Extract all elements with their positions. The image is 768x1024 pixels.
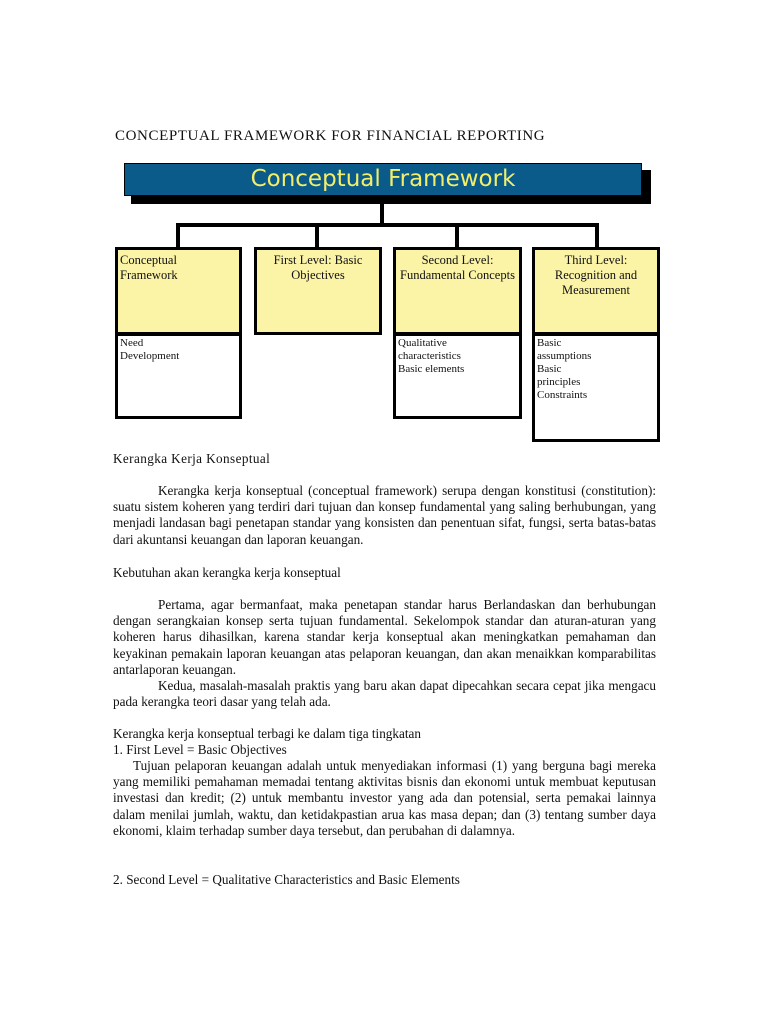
paragraph: Kerangka kerja konseptual (conceptual framework) serupa dengan konstitusi (constitution): suatu sistem koheren yang terdiri dari tujuan dan konsep fundamental yang saling berhubungan, yang menjadi landasan bagi penetapan standar yang konsisten dan penentuan sifat, fungsi, serta batas-batas dari akuntansi keuangan dan laporan keuangan. bbox=[113, 483, 656, 547]
box-detail-text: Need Development bbox=[120, 337, 180, 362]
box-conceptual-framework-detail bbox=[115, 333, 242, 419]
section-heading: Kerangka kerja konseptual terbagi ke dalam tiga tingkatan bbox=[113, 726, 421, 741]
paragraph: Tujuan pelaporan keuangan adalah untuk menyediakan informasi (1) yang berguna bagi mereka yang memiliki pemahaman memadai tentang aktivitas bisnis dan ekonomi untuk membuat keputusan investasi dan kredit; (2) untuk membantu investor yang ada dan potensial, serta pemakai lainnya dalam menilai jumlah, waktu, dan ketidakpastian arua kas masa depan; dan (3) tentang sumber daya ekonomi, klaim terhadap sumber daya tersebut, dan perubahan di dalamnya. bbox=[113, 758, 656, 838]
connector-drop-2 bbox=[315, 223, 319, 248]
connector-drop-1 bbox=[176, 223, 180, 248]
box-third-level bbox=[532, 247, 660, 335]
paragraph: Pertama, agar bermanfaat, maka penetapan standar harus Berlandaskan dan berhubungan dengan serangkaian konsep serta tujuan fundamental. Sekelompok standar dan aturan-aturan yang koheren harus dihasilkan, karena standar kerja konseptual akan meningkatkan pemahaman dan keyakinan pemakain laporan keuangan atas pelaporan keuangan, dan akan menaikkan komparabilitas antarlaporan keuangan. bbox=[113, 597, 656, 677]
box-title: Conceptual Framework bbox=[120, 253, 178, 282]
box-detail-text: Qualitative characteristics Basic elements bbox=[398, 337, 465, 375]
conceptual-framework-diagram bbox=[0, 0, 768, 450]
connector-horizontal bbox=[176, 223, 599, 227]
connector-drop-4 bbox=[595, 223, 599, 248]
box-second-level-detail bbox=[393, 333, 522, 419]
connector-drop-3 bbox=[455, 223, 459, 248]
box-title: Second Level: Fundamental Concepts bbox=[400, 253, 515, 282]
box-conceptual-framework bbox=[115, 247, 242, 335]
box-title: First Level: Basic Objectives bbox=[273, 253, 363, 282]
diagram-banner: Conceptual Framework bbox=[124, 163, 642, 196]
section-heading: Kerangka Kerja Konseptual bbox=[113, 451, 271, 466]
section-heading: Kebutuhan akan kerangka kerja konseptual bbox=[113, 565, 341, 580]
box-title: Third Level: Recognition and Measurement bbox=[554, 253, 638, 297]
list-item: 2. Second Level = Qualitative Characteristics and Basic Elements bbox=[113, 872, 460, 887]
paragraph: Kedua, masalah-masalah praktis yang baru akan dapat dipecahkan secara cepat jika mengacu pada kerangka teori dasar yang telah ada. bbox=[113, 678, 656, 710]
box-third-level-detail bbox=[532, 333, 660, 442]
connector-vertical bbox=[380, 203, 384, 225]
box-first-level bbox=[254, 247, 382, 335]
box-detail-text: Basic assumptions Basic principles Constraints bbox=[537, 337, 592, 401]
box-second-level bbox=[393, 247, 522, 335]
page-title: CONCEPTUAL FRAMEWORK FOR FINANCIAL REPORTING bbox=[115, 128, 546, 144]
list-item: 1. First Level = Basic Objectives bbox=[113, 742, 287, 757]
